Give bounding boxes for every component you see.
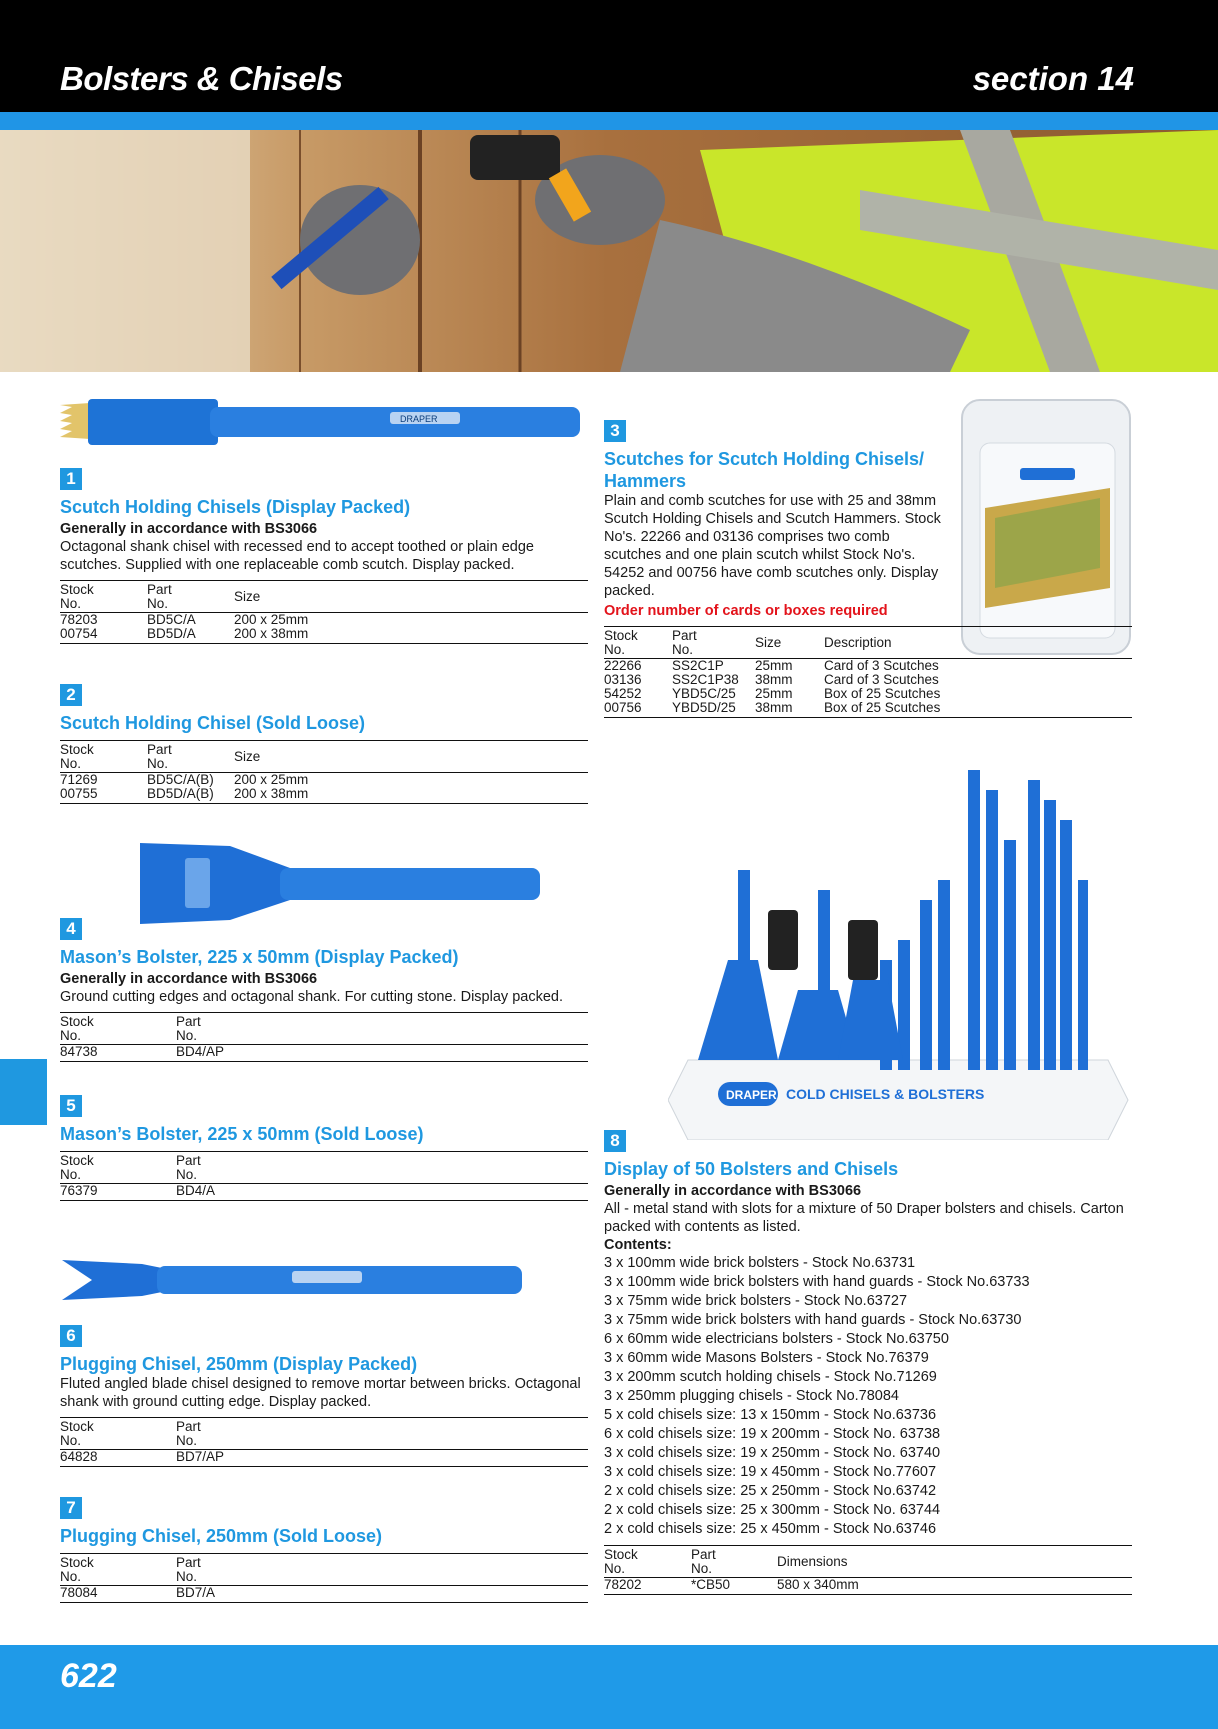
table-row: 78203 BD5C/A 200 x 25mm xyxy=(60,612,309,627)
col-part-no: Part No. xyxy=(176,1152,588,1184)
product-6 xyxy=(60,1325,588,1467)
order-note: Order number of cards or boxes required xyxy=(604,603,888,619)
col-part-no: Part No. xyxy=(176,1554,588,1586)
stock-table xyxy=(60,1012,588,1062)
table-row: 76379 BD4/A xyxy=(60,1184,588,1201)
product-number-badge: 7 xyxy=(60,1497,82,1519)
page-footer xyxy=(0,1645,1218,1729)
stock-table xyxy=(604,626,1132,718)
product-standard: Generally in accordance with BS3066 xyxy=(604,1183,862,1199)
product-title: Plugging Chisel, 250mm (Display Packed) xyxy=(60,1354,418,1374)
list-item: 2 x cold chisels size: 25 x 300mm - Stock No. 63744 xyxy=(604,1502,941,1518)
display-sign-text: COLD CHISELS & BOLSTERS xyxy=(786,1086,985,1102)
col-description: Description xyxy=(824,627,1132,659)
product-standard: Generally in accordance with BS3066 xyxy=(60,521,318,537)
product-title: Plugging Chisel, 250mm (Sold Loose) xyxy=(60,1526,383,1546)
col-size: Size xyxy=(755,627,824,659)
list-item: 3 x 100mm wide brick bolsters - Stock No.63731 xyxy=(604,1255,916,1271)
table-row: 64828 BD7/AP xyxy=(60,1450,588,1467)
col-stock-no: Stock No. xyxy=(60,741,147,773)
product-title: Scutch Holding Chisel (Sold Loose) xyxy=(60,713,366,733)
list-item: 3 x 75mm wide brick bolsters - Stock No.63727 xyxy=(604,1293,908,1309)
stock-table xyxy=(60,1553,588,1603)
table-row: 00755 BD5D/A(B) 200 x 38mm xyxy=(60,787,588,804)
page-number: 622 xyxy=(60,1657,117,1695)
product-description: Fluted angled blade chisel designed to remove mortar between bricks. Octagonal shank with ground cutting edge. Display packed. xyxy=(60,1376,581,1410)
col-stock-no: Stock No. xyxy=(604,1546,691,1578)
list-item: 2 x cold chisels size: 25 x 250mm - Stock No.63742 xyxy=(604,1483,937,1499)
product-description: All - metal stand with slots for a mixture of 50 Draper bolsters and chisels. Carton packed with contents as listed. xyxy=(604,1201,1124,1235)
list-item: 5 x cold chisels size: 13 x 150mm - Stock No.63736 xyxy=(604,1407,937,1423)
list-item: 3 x 100mm wide brick bolsters with hand guards - Stock No.63733 xyxy=(604,1274,1030,1290)
table-row: 03136 SS2C1P38 38mm Card of 3 Scutches xyxy=(604,672,939,687)
draper-logo-text: DRAPER xyxy=(726,1088,777,1102)
col-part-no: Part No. xyxy=(147,741,234,773)
product-number-badge: 1 xyxy=(60,468,82,490)
col-stock-no: Stock No. xyxy=(60,1554,176,1586)
section-label: section 14 xyxy=(972,60,1134,97)
col-part-no: Part No. xyxy=(176,1013,588,1045)
product-standard: Generally in accordance with BS3066 xyxy=(60,971,318,987)
col-stock-no: Stock No. xyxy=(60,1418,176,1450)
list-item: 3 x cold chisels size: 19 x 250mm - Stock No. 63740 xyxy=(604,1445,941,1461)
product-number-badge: 4 xyxy=(60,918,82,940)
product-description: Plain and comb scutches for use with 25 and 38mm Scutch Holding Chisels and Scutch Hammers. Stock No's. 22266 and 03136 comprises two comb scutches and one plain scutch whilst Stock No's. 54252 and 00756 have comb scutches only. Display packed. xyxy=(604,493,941,599)
contents-label: Contents: xyxy=(604,1237,672,1253)
product-5 xyxy=(60,1095,588,1201)
product-4 xyxy=(60,918,588,1062)
hero-photo xyxy=(0,130,1218,372)
draper-logo-text: DRAPER xyxy=(400,414,438,424)
table-row: 54252 YBD5C/25 25mm Box of 25 Scutches xyxy=(604,686,941,701)
masons-bolster-image xyxy=(140,838,545,928)
col-part-no: Part No. xyxy=(691,1546,777,1578)
table-row: 00754 BD5D/A 200 x 38mm xyxy=(60,627,588,644)
table-row: 78202 *CB50 580 x 340mm xyxy=(604,1578,1132,1595)
col-part-no: Part No. xyxy=(672,627,755,659)
product-7 xyxy=(60,1497,588,1603)
product-1 xyxy=(60,468,588,644)
product-8 xyxy=(604,1130,1132,1595)
product-number-badge: 5 xyxy=(60,1095,82,1117)
list-item: 6 x cold chisels size: 19 x 200mm - Stock No. 63738 xyxy=(604,1426,941,1442)
col-stock-no: Stock No. xyxy=(60,1013,176,1045)
section-side-tab xyxy=(0,1059,47,1125)
product-title: Display of 50 Bolsters and Chisels xyxy=(604,1159,899,1179)
product-description: Ground cutting edges and octagonal shank. For cutting stone. Display packed. xyxy=(60,989,563,1005)
col-stock-no: Stock No. xyxy=(60,1152,176,1184)
list-item: 2 x cold chisels size: 25 x 450mm - Stock No.63746 xyxy=(604,1521,937,1537)
list-item: 3 x 200mm scutch holding chisels - Stock No.71269 xyxy=(604,1369,937,1385)
table-row: 71269 BD5C/A(B) 200 x 25mm xyxy=(60,772,309,787)
product-title: Mason’s Bolster, 225 x 50mm (Display Packed) xyxy=(60,947,459,967)
list-item: 6 x 60mm wide electricians bolsters - Stock No.63750 xyxy=(604,1331,949,1347)
product-number-badge: 8 xyxy=(604,1130,626,1152)
col-part-no: Part No. xyxy=(147,581,234,613)
list-item: 3 x 60mm wide Masons Bolsters - Stock No.76379 xyxy=(604,1350,929,1366)
product-title: Mason’s Bolster, 225 x 50mm (Sold Loose) xyxy=(60,1124,424,1144)
product-description: Octagonal shank chisel with recessed end to accept toothed or plain edge scutches. Supplied with one replaceable comb scutch. Display packed. xyxy=(60,539,534,573)
stock-table xyxy=(60,580,588,644)
col-size: Size xyxy=(234,741,588,773)
scutch-chisel-image xyxy=(60,385,590,455)
display-stand-image xyxy=(668,760,1130,1140)
product-3 xyxy=(604,420,1132,718)
col-dimensions: Dimensions xyxy=(777,1546,1132,1578)
table-row: 78084 BD7/A xyxy=(60,1586,588,1603)
contents-list xyxy=(604,1254,1132,1539)
product-number-badge: 2 xyxy=(60,684,82,706)
table-row: 00756 YBD5D/25 38mm Box of 25 Scutches xyxy=(604,701,1132,718)
list-item: 3 x 250mm plugging chisels - Stock No.78084 xyxy=(604,1388,899,1404)
stock-table xyxy=(60,1417,588,1467)
product-number-badge: 3 xyxy=(604,420,626,442)
product-title: Scutch Holding Chisels (Display Packed) xyxy=(60,497,411,517)
table-row: 22266 SS2C1P 25mm Card of 3 Scutches xyxy=(604,658,939,673)
product-title: Scutches for Scutch Holding Chisels/ Hammers xyxy=(604,449,925,491)
stock-table xyxy=(604,1545,1132,1595)
col-stock-no: Stock No. xyxy=(604,627,672,659)
col-size: Size xyxy=(234,581,588,613)
stock-table xyxy=(60,1151,588,1201)
plugging-chisel-image xyxy=(62,1256,527,1304)
list-item: 3 x 75mm wide brick bolsters with hand guards - Stock No.63730 xyxy=(604,1312,1022,1328)
product-number-badge: 6 xyxy=(60,1325,82,1347)
header-accent-strip xyxy=(0,112,1218,130)
stock-table xyxy=(60,740,588,804)
table-row: 84738 BD4/AP xyxy=(60,1045,588,1062)
page-title: Bolsters & Chisels xyxy=(60,60,343,97)
col-part-no: Part No. xyxy=(176,1418,588,1450)
col-stock-no: Stock No. xyxy=(60,581,147,613)
page-header xyxy=(0,0,1218,112)
product-2 xyxy=(60,684,588,804)
list-item: 3 x cold chisels size: 19 x 450mm - Stock No.77607 xyxy=(604,1464,937,1480)
